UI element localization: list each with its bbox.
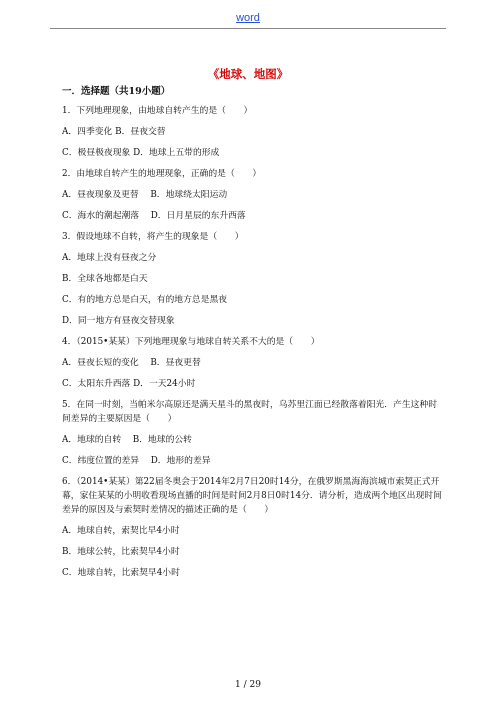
q6-option-a: A．地球自转，索契比早4小时 [62,526,180,536]
question-5: 5．在同一时刻，当帕米尔高原还是满天星斗的黑夜时，乌苏里江面已经散落着阳光．产生这种时间差异的主要原因是（ ） [62,400,438,424]
q2-options-ab: A．昼夜现象及更替 B．地球绕太阳运动 [62,190,228,200]
question-3: 3．假设地球不自转，将产生的现象是（ ） [62,232,244,242]
q6-option-b: B．地球公转，比索契早4小时 [62,547,180,557]
section-heading: 一．选择题（共19小题） [62,86,171,97]
header-word-link[interactable]: word [236,12,260,24]
q1-options-ab: A．四季变化 B．昼夜交替 [62,127,166,137]
question-4: 4．（2015•某某）下列地理现象与地球自转关系不大的是（ ） [62,337,320,347]
document-title: 《地球、地图》 [207,67,289,81]
q1-options-cd: C．极昼极夜现象 D．地球上五带的形成 [62,148,220,158]
question-6: 6．（2014•某某）第22届冬奥会于2014年2月7日20时14分，在俄罗斯黑海海滨城市索契正式开幕，家住某某的小明收看现场直播的时间是时间2月8日0时14分．请分析，造成两个地区出现时间差异的原因及与索契时差情况的描述正确的是（ ） [62,477,442,515]
document-body [62,84,442,587]
question-1: 1．下列地理现象，由地球自转产生的是（ ） [62,106,253,116]
q4-options-cd: C．太阳东升西落 D．一天24小时 [62,379,196,389]
q3-option-a: A．地球上没有昼夜之分 [62,253,157,263]
q3-option-b: B．全球各地都是白天 [62,274,148,284]
q3-option-d: D．同一地方有昼夜交替现象 [62,316,175,326]
header-divider [50,28,446,29]
page-number: 1 / 29 [235,680,261,690]
q3-option-c: C．有的地方总是白天，有的地方总是黑夜 [62,295,228,305]
question-2: 2．由地球自转产生的地理现象，正确的是（ ） [62,169,262,179]
q5-options-ab: A．地球的自转 B．地球的公转 [62,435,192,445]
q4-options-ab: A．昼夜长短的变化 B．昼夜更替 [62,358,201,368]
q6-option-c: C．地球自转，比索契早4小时 [62,568,180,578]
q2-options-cd: C．海水的潮起潮落 D．日月星辰的东升西落 [62,211,246,221]
q5-options-cd: C．纬度位置的差异 D．地形的差异 [62,456,211,466]
